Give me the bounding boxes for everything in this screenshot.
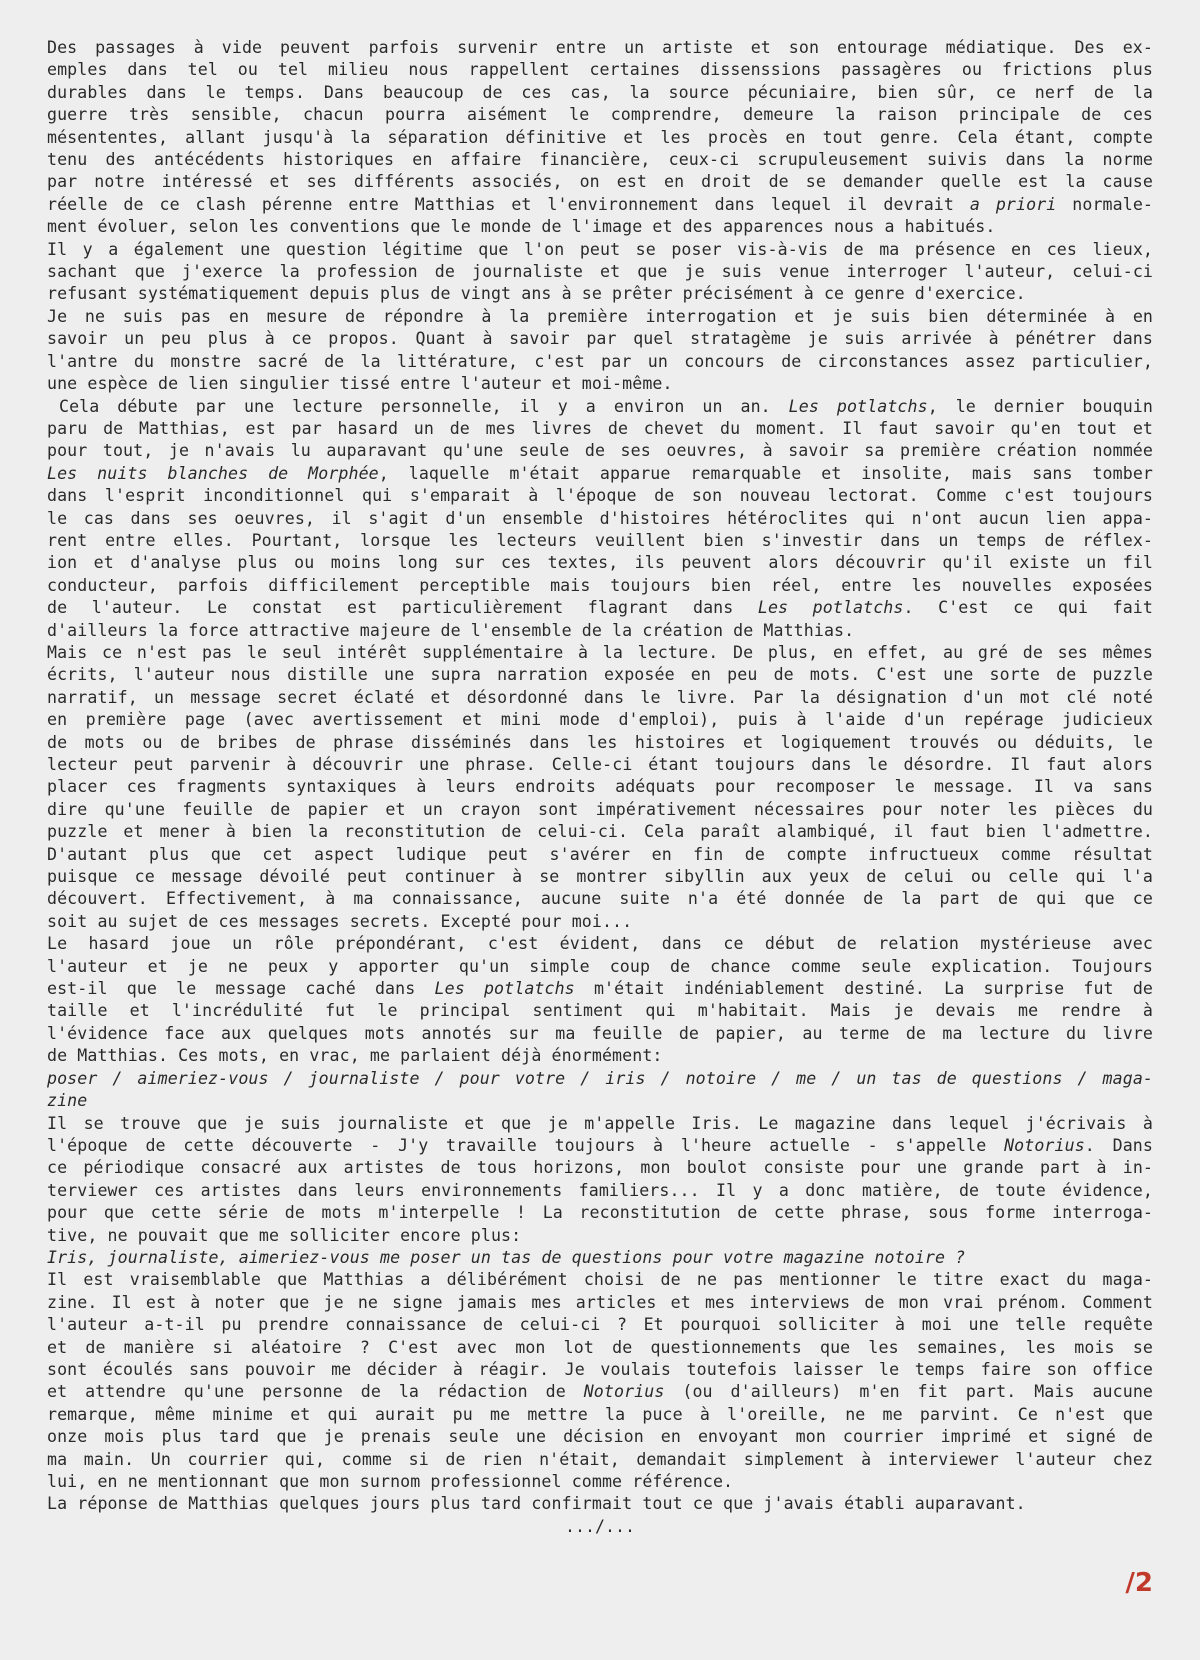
paragraph <box>47 1493 1153 1515</box>
text-line: l'auteur et je ne peux y apporter qu'un simple coup de chance comme seule explication. Toujours <box>47 956 1153 976</box>
text-line: zine. Il est à noter que je ne signe jamais mes articles et mes interviews de mon vrai prénom. Comment <box>47 1292 1153 1312</box>
text-line: lui, en ne mentionnant que mon surnom professionnel comme référence. <box>47 1472 734 1491</box>
paragraph <box>47 239 1153 306</box>
text-line: puisque ce message dévoilé peut continuer à se montrer sibyllin aux yeux de celui ou celle qui l'a <box>47 867 1153 887</box>
text-line: puzzle et mener à bien la reconstitution de celui-ci. Cela paraît alambiqué, il faut bien l'admettre. <box>47 822 1153 842</box>
text-line: ma main. Un courrier qui, comme si de rien n'était, demandait simplement à interviewer l'auteur chez <box>47 1449 1153 1469</box>
text-line: dans l'esprit inconditionnel qui s'emparait à l'époque de son nouveau lectorat. Comme c'est toujours <box>47 486 1153 506</box>
text-line: refusant systématiquement depuis plus de vingt ans à se prêter précisément à ce genre d'exercice. <box>47 284 1026 304</box>
text-line: D'autant plus que cet aspect ludique peut s'avérer en fin de compte infructueux comme résultat <box>47 844 1153 864</box>
text-line: écrits, l'auteur nous distille une supra narration exposée en peu de mots. C'est une sorte de puzzle <box>47 665 1153 685</box>
text-line: ion et d'analyse plus ou moins long sur ces textes, ils peuvent alors découvrir qu'il existe un fil <box>47 553 1153 573</box>
text-line: durables dans le temps. Dans beaucoup de ces cas, la source pécuniaire, bien sûr, ce nerf de la <box>47 82 1153 102</box>
text-line: réelle de ce clash pérenne entre Matthias et l'environnement dans lequel il devrait a priori normale- <box>47 194 1153 214</box>
text-line: Il se trouve que je suis journaliste et que je m'appelle Iris. Le magazine dans lequel j'écrivais à <box>47 1113 1153 1133</box>
text-line: La réponse de Matthias quelques jours plus tard confirmait tout ce que j'avais établi auparavant. <box>47 1494 1026 1514</box>
italic-title: Les potlatchs <box>788 396 928 416</box>
italic-title: Notorius <box>583 1382 665 1402</box>
document-page <box>47 37 1153 1538</box>
text-line: paru de Matthias, est par hasard un de mes livres de chevet du moment. Il faut savoir qu'en tout et <box>47 418 1153 438</box>
text-line: ce périodique consacré aux artistes de tous horizons, mon boulot consiste pour une grande part à in- <box>47 1158 1153 1178</box>
text-line: conducteur, parfois difficilement perceptible mais toujours bien réel, entre les nouvelles exposées <box>47 575 1153 595</box>
paragraph <box>47 37 1153 239</box>
italic-title: a priori <box>969 194 1057 214</box>
text-line: sachant que j'exerce la profession de journaliste et que je suis venue interroger l'auteur, celui-ci <box>47 262 1153 282</box>
text-line: Iris, journaliste, aimeriez-vous me poser un tas de questions pour votre magazine notoire ? <box>47 1247 966 1267</box>
paragraph <box>47 306 1153 396</box>
text-line: savoir un peu plus à ce propos. Quant à savoir par quel stratagème je suis arrivée à pénétrer dans <box>47 329 1153 349</box>
text-line: et attendre qu'une personne de la rédaction de Notorius (ou d'ailleurs) m'en fit part. Mais aucune <box>47 1382 1153 1402</box>
text-line: rent entre elles. Pourtant, lorsque les lecteurs veuillent bien s'investir dans un temps de réflex- <box>47 530 1153 550</box>
text-line: de mots ou de bribes de phrase disséminés dans les histoires et logiquement trouvés ou déduits, le <box>47 732 1153 752</box>
text-line: le cas dans ses oeuvres, il s'agit d'un ensemble d'histoires hétéroclites qui n'ont aucun lien appa- <box>47 508 1153 528</box>
text-line: Il est vraisemblable que Matthias a délibérément choisi de ne pas mentionner le titre exact du maga- <box>47 1270 1153 1290</box>
text-line: une espèce de lien singulier tissé entre l'auteur et moi-même. <box>47 374 673 394</box>
text-line: onze mois plus tard que je prenais seule une décision en envoyant mon courrier imprimé et signé de <box>47 1427 1153 1447</box>
paragraph <box>47 1068 1153 1113</box>
text-line: l'époque de cette découverte - J'y travaille toujours à l'heure actuelle - s'appelle Notorius. Dans <box>47 1135 1153 1155</box>
text-line: ment évoluer, selon les conventions que le monde de l'image et des apparences nous a habitués. <box>47 217 996 237</box>
text-line: soit au sujet de ces messages secrets. Excepté pour moi... <box>47 911 633 931</box>
text-line: en première page (avec avertissement et mini mode d'emploi), puis à l'aide d'un repérage judicieux <box>47 710 1153 730</box>
paragraph <box>47 396 1153 642</box>
paragraph <box>47 642 1153 933</box>
text-line: sont écoulés sans pouvoir me décider à réagir. Je voulais toutefois laisser le temps faire son office <box>47 1359 1153 1379</box>
text-line: Le hasard joue un rôle prépondérant, c'est évident, dans ce début de relation mystérieuse avec <box>47 934 1153 954</box>
italic-title: Les potlatchs <box>434 979 575 999</box>
text-line: est-il que le message caché dans Les potlatchs m'était indéniablement destiné. La surprise fut de <box>47 979 1153 999</box>
text-line: tive, ne pouvait que me solliciter encore plus: <box>47 1225 522 1245</box>
text-line: l'évidence face aux quelques mots annotés sur ma feuille de papier, au terme de ma lecture du livre <box>47 1023 1153 1043</box>
text-line: pour tout, je n'avais lu auparavant qu'une seule de ses oeuvres, à savoir sa première création nommée <box>47 441 1153 461</box>
text-line: Cela débute par une lecture personnelle, il y a environ un an. Les potlatchs, le dernier bouquin <box>59 396 1153 416</box>
text-line: lecteur peut parvenir à découvrir une phrase. Celle-ci étant toujours dans le désordre. Il faut alors <box>47 755 1153 774</box>
text-line: Les nuits blanches de Morphée, laquelle m'était apparue remarquable et insolite, mais sans tomber <box>47 463 1153 483</box>
text-line: par notre intéressé et ses différents associés, on est en droit de se demander quelle est la cause <box>47 172 1153 192</box>
paragraph <box>47 1247 1153 1269</box>
text-line: Mais ce n'est pas le seul intérêt supplémentaire à la lecture. De plus, en effet, au gré de ses mêmes <box>47 642 1153 662</box>
continuation-marker: .../... <box>565 1516 635 1536</box>
text-line: l'auteur a-t-il pu prendre connaissance de celui-ci ? Et pourquoi solliciter à moi une telle requête <box>47 1315 1153 1335</box>
paragraph <box>47 1113 1153 1247</box>
text-line: placer ces fragments syntaxiques à leurs endroits adéquats pour recomposer le message. Il va sans <box>47 777 1153 797</box>
text-line: guerre très sensible, chacun pourra aisément le comprendre, demeure la raison principale de ces <box>47 105 1153 125</box>
text-line: d'ailleurs la force attractive majeure de l'ensemble de la création de Matthias. <box>47 620 855 640</box>
text-line: zine <box>47 1091 88 1111</box>
text-line: taille et l'incrédulité fut le principal sentiment qui m'habitait. Mais je devais me rendre à <box>47 1001 1153 1021</box>
text-line: de Matthias. Ces mots, en vrac, me parlaient déjà énormément: <box>47 1046 663 1066</box>
text-line: l'antre du monstre sacré de la littérature, c'est par un concours de circonstances assez particulier, <box>47 351 1153 371</box>
text-line: Des passages à vide peuvent parfois survenir entre un artiste et son entourage médiatique. Des ex- <box>47 38 1153 57</box>
text-line: et de manière si aléatoire ? C'est avec mon lot de questionnements que les semaines, les mois se <box>47 1337 1153 1357</box>
text-line: découvert. Effectivement, à ma connaissance, aucune suite n'a été donnée de la part de qui que ce <box>47 889 1153 909</box>
text-line: Il y a également une question légitime que l'on peut se poser vis-à-vis de ma présence en ces lieux, <box>47 239 1153 259</box>
text-line: emples dans tel ou tel milieu nous rappellent certaines dissenssions passagères ou frictions plus <box>47 60 1153 80</box>
text-line: tenu des antécédents historiques en affaire financière, ceux-ci scrupuleusement suivis dans la norme <box>47 150 1153 170</box>
text-line: de l'auteur. Le constat est particulièrement flagrant dans Les potlatchs. C'est ce qui fait <box>47 598 1153 618</box>
text-line: pour que cette série de mots m'interpelle ! La reconstitution de cette phrase, sous forme interroga- <box>47 1203 1153 1223</box>
text-line: poser / aimeriez-vous / journaliste / pour votre / iris / notoire / me / un tas de questions / maga- <box>47 1068 1153 1088</box>
body-text <box>47 37 1153 1516</box>
italic-title: Notorius <box>1004 1135 1085 1155</box>
text-line: mésententes, allant jusqu'à la séparation définitive et les procès en tout genre. Cela étant, compte <box>47 127 1153 147</box>
text-line: narratif, un message secret éclaté et désordonné dans le livre. Par la désignation d'un mot clé noté <box>47 687 1153 707</box>
italic-title: Les potlatchs <box>757 598 904 618</box>
text-line: remarque, même minime et qui aurait pu me mettre la puce à l'oreille, ne me parvint. Ce n'est que <box>47 1404 1153 1424</box>
paragraph <box>47 1269 1153 1493</box>
text-line: terviewer ces artistes dans leurs environnements familiers... Il y a donc matière, de toute évidence, <box>47 1180 1153 1200</box>
page-number: /2 <box>1125 1568 1153 1598</box>
text-line: dire qu'une feuille de papier et un crayon sont impérativement nécessaires pour noter les pièces du <box>47 799 1153 819</box>
italic-title: Les nuits blanches de Morphée <box>47 463 379 483</box>
text-line: Je ne suis pas en mesure de répondre à la première interrogation et je suis bien déterminée à en <box>47 306 1153 326</box>
paragraph <box>47 933 1153 1067</box>
